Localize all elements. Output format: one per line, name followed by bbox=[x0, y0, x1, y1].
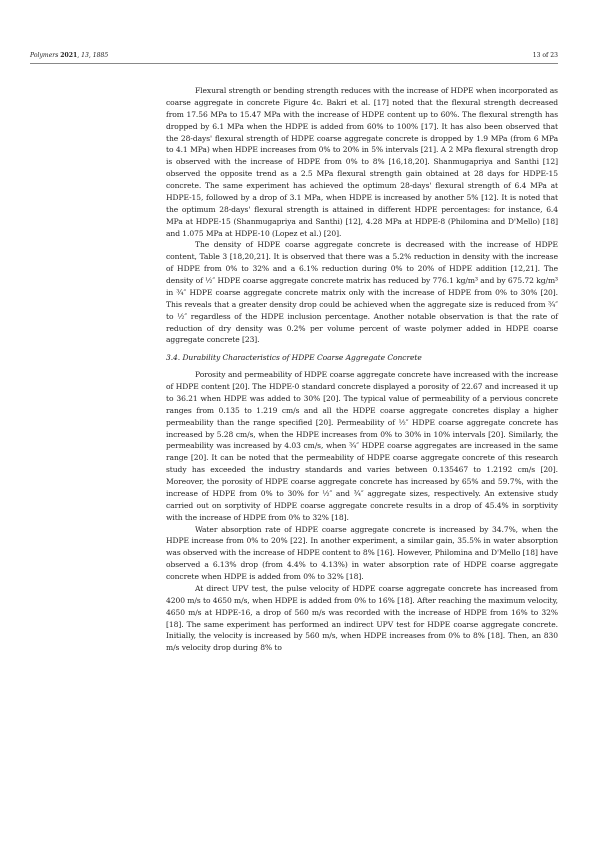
section-heading: 3.4. Durability Characteristics of HDPE Coarse Aggregate Concrete bbox=[166, 353, 422, 363]
paragraph: The density of HDPE coarse aggregate concrete is decreased with the increase of HDPE content, Table 3 [18,20,21]. It is observed that there was a 5.2% reduction in density with the increase of HDPE from 0% to 32% and a 6.1% reduction during 0% to 20% of HDPE addition [12,21]. The density of ½″ HDPE coarse aggregate concrete matrix has reduced by 776.1 kg/m³ and by 675.72 kg/m³ in ¾″ HDPE coarse aggregate concrete matrix only with the increase of HDPE from 0% to 30% [20]. This reveals that a greater density drop could be achieved when the aggregate size is reduced from ¾″ to ½″ regardless of the HDPE inclusion percentage. Another notable observation is that the rate of reduction of dry density was 0.2% per volume percent of waste polymer added in HDPE coarse aggregate concrete [23]. bbox=[166, 240, 558, 345]
paragraph: At direct UPV test, the pulse velocity of HDPE coarse aggregate concrete has increased from 4200 m/s to 4650 m/s, when HDPE is added from 0% to 16% [18]. After reaching the maximum velocity, 4650 m/s at HDPE-16, a drop of 560 m/s was recorded with the increase of HDPE from 16% to 32% [18]. The same experiment has performed an indirect UPV test for HDPE coarse aggregate concrete. Initially, the velocity is increased by 560 m/s, when HDPE increases from 0% to 8% [18]. Then, an 830 m/s velocity drop during 8% to bbox=[166, 583, 558, 653]
article-body bbox=[166, 85, 558, 654]
paragraph: Water absorption rate of HDPE coarse aggregate concrete is increased by 34.7%, when the HDPE increase from 0% to 20% [22]. In another experiment, a similar gain, 35.5% in water absorption was observed with the increase of HDPE content to 8% [16]. However, Philomina and D'Mello [18] have observed a 6.13% drop (from 4.4% to 4.13%) in water absorption rate of HDPE coarse aggregate concrete when HDPE is added from 0% to 32% [18]. bbox=[166, 524, 558, 581]
paragraph: Porosity and permeability of HDPE coarse aggregate concrete have increased with the increase of HDPE content [20]. The HDPE-0 standard concrete displayed a porosity of 22.67 and increased it up to 36.21 when HDPE was added to 30% [20]. The typical value of permeability of a pervious concrete ranges from 0.135 to 1.219 cm/s and all the HDPE coarse aggregate concretes display a higher permeability than the range specified [20]. Permeability of ½″ HDPE coarse aggregate concrete has increased by 5.28 cm/s, when the HDPE increases from 0% to 30% in 10% intervals [20]. Similarly, the permeability was increased by 4.03 cm/s, when ¾″ HDPE coarse aggregates are increased in the same range [20]. It can be noted that the permeability of HDPE coarse aggregate concrete of this research study has exceeded the industry standards and varies between 0.135467 to 1.2192 cm/s [20]. Moreover, the porosity of HDPE coarse aggregate concrete has increased by 65% and 59.7%, with the increase of HDPE from 0% to 30% for ½″ and ¾″ aggregate sizes, respectively. An extensive study carried out on sorptivity of HDPE coarse aggregate concrete results in a drop of 45.4% in sorptivity with the increase of HDPE from 0% to 32% [18]. bbox=[166, 370, 558, 522]
header-rule bbox=[30, 63, 558, 64]
paragraph: Flexural strength or bending strength reduces with the increase of HDPE when incorporated as coarse aggregate in concrete Figure 4c. Bakri et al. [17] noted that the flexural strength decreased from 17.56 MPa to 15.47 MPa with the increase of HDPE content up to 60%. The flexural strength has dropped by 6.1 MPa when the HDPE is added from 60% to 100% [17]. It has also been observed that the 28-days' flexural strength of HDPE coarse aggregate concrete is dropped by 1.9 MPa (from 6 MPa to 4.1 MPa) when HDPE increases from 0% to 20% in 5% intervals [21]. A 2 MPa flexural strength drop is observed with the increase of HDPE from 0% to 8% [16,18,20]. Shanmugapriya and Santhi [12] observed the opposite trend as a 2.5 MPa flexural strength gain obtained at 28 days for HDPE-15 concrete. The same experiment has achieved the optimum 28-days' flexural strength of 6.4 MPa at HDPE-15, followed by a drop of 3.1 MPa, when HDPE is increased by another 5% [12]. It is noted that the optimum 28-days' flexural strength is attained in different HDPE percentages: for instance, 6.4 MPa at HDPE-15 (Shanmugapriya and Santhi) [12], 4.28 MPa at HDPE-8 (Philomina and D'Mello) [18] and 1.075 MPa at HDPE-10 (Lopez et al.) [20]. bbox=[166, 86, 558, 238]
page-header bbox=[30, 52, 558, 59]
page-number: 13 of 23 bbox=[532, 52, 558, 59]
journal-citation: Polymers 2021, 13, 1885 bbox=[30, 52, 109, 59]
